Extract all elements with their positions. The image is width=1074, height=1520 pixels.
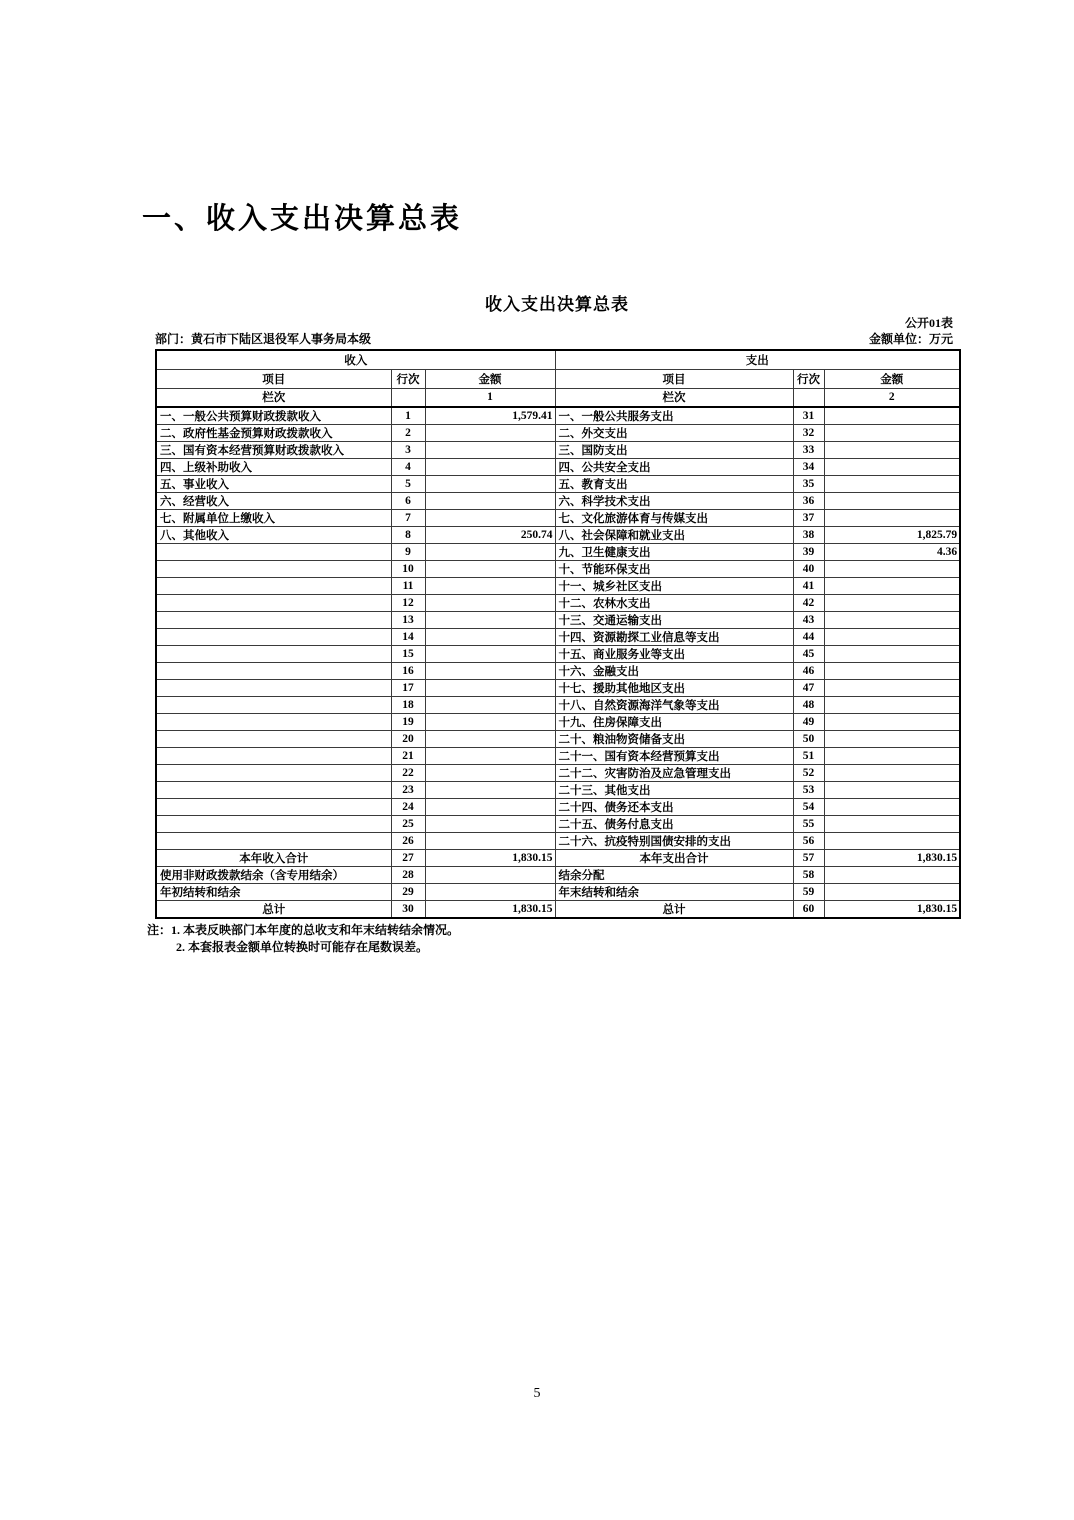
income-amount-cell [425, 884, 555, 901]
income-rownum-cell: 30 [391, 901, 425, 919]
income-rownum-cell: 12 [391, 595, 425, 612]
table-row [156, 765, 960, 782]
expense-item-cell: 二十五、债务付息支出 [555, 816, 793, 833]
expense-item-cell: 十五、商业服务业等支出 [555, 646, 793, 663]
income-amount-cell [425, 476, 555, 493]
note-line-1: 注：1. 本表反映部门本年度的总收支和年末结转结余情况。 [147, 923, 460, 937]
table-row [156, 595, 960, 612]
income-amount-cell: 1,830.15 [425, 901, 555, 919]
expense-rownum-cell: 56 [793, 833, 824, 850]
expense-amount-cell: 4.36 [824, 544, 960, 561]
income-col-index: 1 [425, 388, 555, 407]
income-rownum-cell: 11 [391, 578, 425, 595]
expense-amount-cell [824, 646, 960, 663]
table-row [156, 799, 960, 816]
income-amount-cell [425, 816, 555, 833]
income-item-cell [156, 663, 391, 680]
income-rownum-cell: 25 [391, 816, 425, 833]
income-item-cell: 四、上级补助收入 [156, 459, 391, 476]
expense-amount-cell [824, 629, 960, 646]
income-rownum-cell: 21 [391, 748, 425, 765]
income-rownum-cell: 29 [391, 884, 425, 901]
expense-rownum-cell: 52 [793, 765, 824, 782]
income-item-cell: 一、一般公共预算财政拨款收入 [156, 407, 391, 425]
income-amount-cell [425, 442, 555, 459]
income-item-header: 项目 [156, 369, 391, 388]
expense-rownum-cell: 44 [793, 629, 824, 646]
expense-rownum-cell: 45 [793, 646, 824, 663]
table-row [156, 493, 960, 510]
income-item-cell [156, 714, 391, 731]
income-item-cell [156, 646, 391, 663]
income-amount-cell: 1,830.15 [425, 850, 555, 867]
note-line-2: 2. 本套报表金额单位转换时可能存在尾数误差。 [176, 940, 429, 954]
expense-item-cell: 本年支出合计 [555, 850, 793, 867]
income-amount-cell: 1,579.41 [425, 407, 555, 425]
income-amount-cell [425, 646, 555, 663]
expense-amount-cell [824, 578, 960, 595]
income-amount-cell [425, 867, 555, 884]
income-rownum-header: 行次 [391, 369, 425, 388]
expense-item-cell: 六、科学技术支出 [555, 493, 793, 510]
income-section-header: 收入 [156, 350, 555, 369]
expense-amount-cell: 1,830.15 [824, 850, 960, 867]
department-label: 部门：黄石市下陆区退役军人事务局本级 [155, 332, 372, 346]
income-amount-cell [425, 595, 555, 612]
statement-block [147, 294, 959, 956]
expense-rownum-cell: 35 [793, 476, 824, 493]
table-row [156, 476, 960, 493]
income-rownum-cell: 17 [391, 680, 425, 697]
income-rownum-cell: 15 [391, 646, 425, 663]
income-amount-cell [425, 663, 555, 680]
table-row [156, 646, 960, 663]
expense-rownum-cell: 34 [793, 459, 824, 476]
table-row [156, 816, 960, 833]
expense-amount-cell [824, 799, 960, 816]
expense-amount-cell [824, 884, 960, 901]
table-row [156, 884, 960, 901]
income-rownum-cell: 19 [391, 714, 425, 731]
table-row [156, 748, 960, 765]
expense-rownum-cell: 55 [793, 816, 824, 833]
expense-rownum-cell: 39 [793, 544, 824, 561]
income-rownum-cell: 4 [391, 459, 425, 476]
income-amount-cell [425, 493, 555, 510]
expense-amount-cell [824, 425, 960, 442]
income-amount-cell [425, 782, 555, 799]
table-row [156, 612, 960, 629]
income-item-cell: 二、政府性基金预算财政拨款收入 [156, 425, 391, 442]
income-amount-cell [425, 799, 555, 816]
expense-item-cell: 十九、住房保障支出 [555, 714, 793, 731]
table-row [156, 459, 960, 476]
expense-amount-cell [824, 748, 960, 765]
expense-amount-cell [824, 476, 960, 493]
table-row [156, 578, 960, 595]
expense-amount-cell [824, 765, 960, 782]
table-row [156, 867, 960, 884]
income-item-cell [156, 612, 391, 629]
expense-item-cell: 十四、资源勘探工业信息等支出 [555, 629, 793, 646]
expense-item-cell: 二十六、抗疫特别国债安排的支出 [555, 833, 793, 850]
expense-amount-cell [824, 663, 960, 680]
income-rownum-cell: 9 [391, 544, 425, 561]
expense-rownum-cell: 50 [793, 731, 824, 748]
income-amount-cell [425, 612, 555, 629]
income-item-cell: 三、国有资本经营预算财政拨款收入 [156, 442, 391, 459]
income-amount-cell: 250.74 [425, 527, 555, 544]
expense-amount-cell [824, 561, 960, 578]
expense-item-cell: 结余分配 [555, 867, 793, 884]
income-item-cell [156, 782, 391, 799]
expense-amount-header: 金额 [824, 369, 960, 388]
expense-item-cell: 十、节能环保支出 [555, 561, 793, 578]
expense-rownum-cell: 59 [793, 884, 824, 901]
budget-summary-table [155, 349, 961, 919]
income-item-cell [156, 731, 391, 748]
table-row [156, 425, 960, 442]
income-rownum-cell: 3 [391, 442, 425, 459]
income-rownum-cell: 13 [391, 612, 425, 629]
income-item-cell: 五、事业收入 [156, 476, 391, 493]
expense-amount-cell [824, 407, 960, 425]
expense-item-cell: 一、一般公共服务支出 [555, 407, 793, 425]
expense-item-cell: 年末结转和结余 [555, 884, 793, 901]
income-amount-cell [425, 544, 555, 561]
income-rownum-cell: 18 [391, 697, 425, 714]
income-rownum-cell: 8 [391, 527, 425, 544]
expense-item-cell: 二十、粮油物资储备支出 [555, 731, 793, 748]
expense-item-cell: 十六、金融支出 [555, 663, 793, 680]
expense-item-cell: 总计 [555, 901, 793, 919]
expense-rownum-cell: 42 [793, 595, 824, 612]
income-rownum-cell: 26 [391, 833, 425, 850]
expense-rownum-cell: 47 [793, 680, 824, 697]
income-amount-cell [425, 459, 555, 476]
table-title: 收入支出决算总表 [485, 295, 629, 314]
table-row [156, 833, 960, 850]
expense-amount-cell [824, 442, 960, 459]
expense-amount-cell [824, 510, 960, 527]
expense-rownum-cell: 38 [793, 527, 824, 544]
income-amount-header: 金额 [425, 369, 555, 388]
section-header-row [156, 350, 960, 369]
income-item-cell [156, 578, 391, 595]
expense-item-cell: 八、社会保障和就业支出 [555, 527, 793, 544]
page-number: 5 [533, 1386, 541, 1401]
table-row [156, 510, 960, 527]
income-index-blank [391, 388, 425, 407]
income-rownum-cell: 1 [391, 407, 425, 425]
expense-rownum-header: 行次 [793, 369, 824, 388]
expense-amount-cell: 1,825.79 [824, 527, 960, 544]
expense-rownum-cell: 49 [793, 714, 824, 731]
expense-item-cell: 十八、自然资源海洋气象等支出 [555, 697, 793, 714]
income-index-label: 栏次 [156, 388, 391, 407]
income-item-cell [156, 748, 391, 765]
table-total-row [156, 850, 960, 867]
expense-rownum-cell: 33 [793, 442, 824, 459]
expense-amount-cell [824, 697, 960, 714]
expense-rownum-cell: 43 [793, 612, 824, 629]
table-row [156, 527, 960, 544]
income-rownum-cell: 27 [391, 850, 425, 867]
table-row [156, 714, 960, 731]
income-rownum-cell: 5 [391, 476, 425, 493]
expense-amount-cell [824, 714, 960, 731]
table-notes [147, 922, 959, 956]
expense-amount-cell: 1,830.15 [824, 901, 960, 919]
income-rownum-cell: 28 [391, 867, 425, 884]
expense-rownum-cell: 32 [793, 425, 824, 442]
expense-rownum-cell: 57 [793, 850, 824, 867]
expense-amount-cell [824, 867, 960, 884]
income-rownum-cell: 2 [391, 425, 425, 442]
expense-item-cell: 五、教育支出 [555, 476, 793, 493]
table-total-row [156, 901, 960, 919]
expense-item-cell: 十二、农林水支出 [555, 595, 793, 612]
income-rownum-cell: 23 [391, 782, 425, 799]
expense-amount-cell [824, 493, 960, 510]
expense-section-header: 支出 [555, 350, 960, 369]
income-item-cell [156, 816, 391, 833]
expense-rownum-cell: 41 [793, 578, 824, 595]
table-meta-row [155, 331, 959, 347]
expense-rownum-cell: 53 [793, 782, 824, 799]
income-item-cell [156, 833, 391, 850]
table-row [156, 407, 960, 425]
expense-rownum-cell: 58 [793, 867, 824, 884]
expense-amount-cell [824, 459, 960, 476]
expense-item-cell: 二十三、其他支出 [555, 782, 793, 799]
doc-code-label: 公开01表 [904, 316, 953, 330]
table-row [156, 544, 960, 561]
income-rownum-cell: 16 [391, 663, 425, 680]
income-rownum-cell: 6 [391, 493, 425, 510]
expense-amount-cell [824, 782, 960, 799]
income-rownum-cell: 24 [391, 799, 425, 816]
income-rownum-cell: 14 [391, 629, 425, 646]
expense-item-cell: 三、国防支出 [555, 442, 793, 459]
income-item-cell [156, 799, 391, 816]
expense-item-header: 项目 [555, 369, 793, 388]
expense-item-cell: 二十四、债务还本支出 [555, 799, 793, 816]
expense-rownum-cell: 46 [793, 663, 824, 680]
table-row [156, 680, 960, 697]
expense-index-label: 栏次 [555, 388, 793, 407]
income-amount-cell [425, 697, 555, 714]
expense-item-cell: 十三、交通运输支出 [555, 612, 793, 629]
table-row [156, 442, 960, 459]
income-amount-cell [425, 425, 555, 442]
table-row [156, 561, 960, 578]
expense-amount-cell [824, 833, 960, 850]
income-item-cell: 七、附属单位上缴收入 [156, 510, 391, 527]
expense-rownum-cell: 48 [793, 697, 824, 714]
income-item-cell: 总计 [156, 901, 391, 919]
expense-rownum-cell: 36 [793, 493, 824, 510]
income-amount-cell [425, 561, 555, 578]
income-amount-cell [425, 629, 555, 646]
expense-item-cell: 七、文化旅游体育与传媒支出 [555, 510, 793, 527]
income-item-cell [156, 765, 391, 782]
expense-amount-cell [824, 680, 960, 697]
income-item-cell [156, 561, 391, 578]
expense-item-cell: 二十一、国有资本经营预算支出 [555, 748, 793, 765]
expense-rownum-cell: 54 [793, 799, 824, 816]
expense-amount-cell [824, 731, 960, 748]
expense-rownum-cell: 60 [793, 901, 824, 919]
income-rownum-cell: 10 [391, 561, 425, 578]
table-row [156, 731, 960, 748]
expense-amount-cell [824, 816, 960, 833]
income-amount-cell [425, 714, 555, 731]
expense-item-cell: 九、卫生健康支出 [555, 544, 793, 561]
expense-item-cell: 二十二、灾害防治及应急管理支出 [555, 765, 793, 782]
expense-item-cell: 二、外交支出 [555, 425, 793, 442]
table-row [156, 663, 960, 680]
expense-item-cell: 四、公共安全支出 [555, 459, 793, 476]
income-amount-cell [425, 833, 555, 850]
income-amount-cell [425, 765, 555, 782]
income-rownum-cell: 7 [391, 510, 425, 527]
expense-rownum-cell: 37 [793, 510, 824, 527]
column-index-row [156, 388, 960, 407]
column-header-row [156, 369, 960, 388]
income-amount-cell [425, 680, 555, 697]
income-item-cell [156, 544, 391, 561]
expense-item-cell: 十七、援助其他地区支出 [555, 680, 793, 697]
income-item-cell: 八、其他收入 [156, 527, 391, 544]
expense-item-cell: 十一、城乡社区支出 [555, 578, 793, 595]
income-rownum-cell: 22 [391, 765, 425, 782]
page-title: 一、收入支出决算总表 [142, 203, 463, 235]
income-item-cell [156, 680, 391, 697]
expense-col-index: 2 [824, 388, 960, 407]
expense-amount-cell [824, 612, 960, 629]
income-amount-cell [425, 748, 555, 765]
income-rownum-cell: 20 [391, 731, 425, 748]
income-item-cell [156, 595, 391, 612]
expense-rownum-cell: 51 [793, 748, 824, 765]
income-item-cell [156, 629, 391, 646]
income-amount-cell [425, 578, 555, 595]
table-row [156, 629, 960, 646]
income-item-cell: 本年收入合计 [156, 850, 391, 867]
income-item-cell: 六、经营收入 [156, 493, 391, 510]
income-item-cell [156, 697, 391, 714]
expense-amount-cell [824, 595, 960, 612]
income-amount-cell [425, 731, 555, 748]
income-item-cell: 年初结转和结余 [156, 884, 391, 901]
table-row [156, 782, 960, 799]
expense-index-blank [793, 388, 824, 407]
expense-rownum-cell: 40 [793, 561, 824, 578]
income-item-cell: 使用非财政拨款结余（含专用结余） [156, 867, 391, 884]
table-row [156, 697, 960, 714]
income-amount-cell [425, 510, 555, 527]
unit-label: 金额单位：万元 [868, 332, 953, 346]
expense-rownum-cell: 31 [793, 407, 824, 425]
